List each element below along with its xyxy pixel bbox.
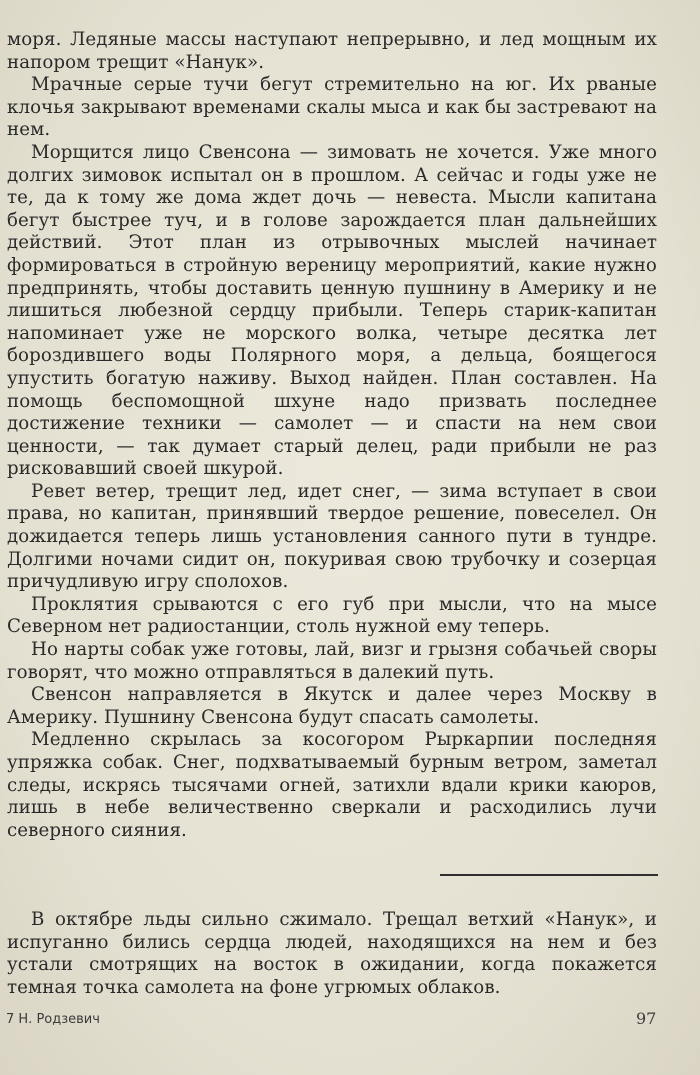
second-text-block — [7, 909, 657, 999]
main-text-block — [7, 29, 657, 842]
signature-mark: 7 Н. Родзевич — [6, 1012, 100, 1027]
paragraph: Свенсон направляется в Якутск и далее через Москву в Америку. Пушнину Свенсона будут спасать самолеты. — [7, 684, 657, 728]
paragraph: В октябре льды сильно сжимало. Трещал ветхий «Нанук», и испуганно бились сердца людей, находящихся на нем и без устали смотрящих на восток в ожидании, когда покажется темная точка самолета на фоне угрюмых облаков. — [7, 909, 657, 998]
paragraph: Мрачные серые тучи бегут стремительно на юг. Их рваные клочья закрывают временами скалы мыса и как бы застревают на нем. — [7, 74, 657, 141]
section-divider — [440, 874, 658, 876]
paragraph: Ревет ветер, трещит лед, идет снег, — зима вступает в свои права, но капитан, принявший твердое решение, повеселел. Он дожидается теперь лишь установления санного пути в тундре. Долгими ночами сидит он, покуривая свою трубочку и созерцая причудливую игру сполохов. — [7, 480, 657, 593]
paragraph: Но нарты собак уже готовы, лай, визг и грызня собачьей своры говорят, что можно отправляться в далекий путь. — [7, 639, 657, 683]
page-number: 97 — [636, 1009, 657, 1028]
paragraph: Проклятия срываются с его губ при мысли, что на мысе Северном нет радиостанции, столь нужной ему теперь. — [7, 593, 657, 638]
paragraph: Морщится лицо Свенсона — зимовать не хочется. Уже много долгих зимовок испытал он в прошлом. А сейчас и годы уже не те, да к тому же дома ждет дочь — невеста. Мысли капитана бегут быстрее туч, и в голове зарождается план дальнейших действий. Этот план из отрывочных мыслей начинает формироваться в стройную вереницу мероприятий, какие нужно предпринять, чтобы доставить ценную пушнину в Америку и не лишиться любезной сердцу прибыли. Теперь старик-капитан напоминает уже не морского волка, четыре десятка лет бороздившего воды Полярного моря, а дельца, боящегося упустить богатую наживу. Выход найден. План составлен. На помощь беспомощной шхуне надо призвать последнее достижение техники — самолет — и спасти на нем свои ценности, — так думает старый делец, ради прибыли не раз рисковавший своей шкурой. — [7, 141, 657, 480]
paragraph: моря. Ледяные массы наступают непрерывно, и лед мощным их напором трещит «Нанук». — [7, 29, 657, 73]
paragraph: Медленно скрылась за косогором Рыркарпии последняя упряжка собак. Снег, подхватываемый бурным ветром, заметал следы, искрясь тысячами огней, затихли вдали крики каюров, лишь в небе величественно сверкали и расходились лучи северного сияния. — [7, 729, 657, 841]
